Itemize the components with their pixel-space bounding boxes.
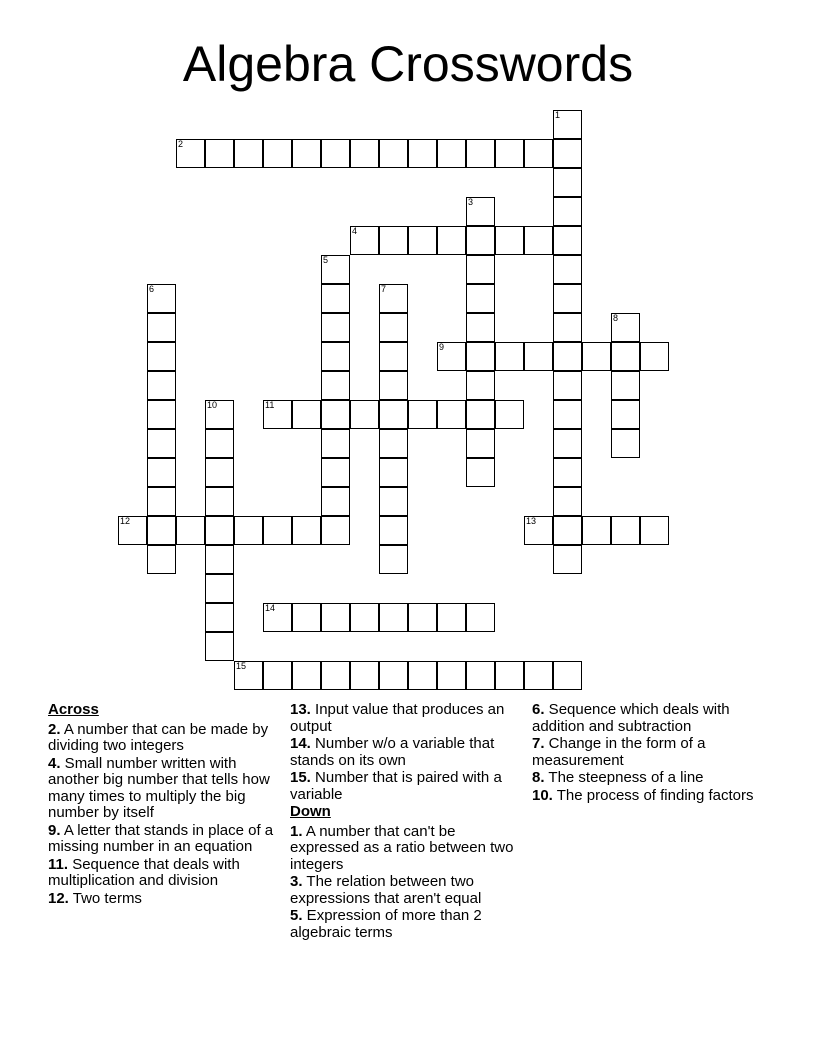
grid-cell[interactable] [408,226,437,255]
clue-item-number: 4. [48,754,61,772]
clue-item-text: Expression of more than 2 algebraic terms [290,907,482,941]
grid-cell[interactable] [176,139,205,168]
clue-number: 2 [178,139,184,149]
grid-cell[interactable] [321,429,350,458]
grid-cell[interactable] [640,516,669,545]
clue-item-text: Number w/o a variable that stands on its own [290,735,495,769]
grid-cell[interactable] [553,400,582,429]
clue-section-heading: Down [290,803,331,820]
grid-cell[interactable] [408,661,437,690]
grid-cell[interactable] [321,139,350,168]
grid-cell[interactable] [350,603,379,632]
clue-item-text: A number that can't be expressed as a ratio between two integers [290,822,514,873]
grid-cell[interactable] [553,313,582,342]
grid-cell[interactable] [147,487,176,516]
grid-cell[interactable] [466,458,495,487]
grid-cell[interactable] [466,371,495,400]
clue-item [48,756,276,822]
grid-cell[interactable] [466,226,495,255]
clue-number: 10 [207,400,218,410]
grid-cell[interactable] [524,342,553,371]
clue-item-number: 12. [48,889,69,907]
grid-cell[interactable] [147,371,176,400]
grid-cell[interactable] [408,139,437,168]
grid-cell[interactable] [466,284,495,313]
grid-cell[interactable] [205,603,234,632]
clue-item-number: 3. [290,873,303,890]
grid-cell[interactable] [379,545,408,574]
clue-item [532,702,760,735]
grid-cell[interactable] [553,458,582,487]
grid-cell[interactable] [205,574,234,603]
grid-cell[interactable] [611,313,640,342]
grid-cell[interactable] [321,458,350,487]
clue-item [48,857,276,890]
grid-cell[interactable] [205,458,234,487]
clue-number: 8 [613,313,619,323]
page-title: Algebra Crosswords [182,36,634,92]
grid-cell[interactable] [466,661,495,690]
grid-cell[interactable] [611,429,640,458]
grid-cell[interactable] [147,400,176,429]
clue-item [290,824,518,874]
clue-number: 12 [120,516,131,526]
grid-cell[interactable] [466,255,495,284]
grid-cell[interactable] [147,516,176,545]
grid-cell[interactable] [205,516,234,545]
grid-cell[interactable] [379,458,408,487]
clue-item-text: Sequence that deals with multiplication and division [48,855,240,889]
grid-cell[interactable] [553,197,582,226]
grid-cell[interactable] [553,487,582,516]
grid-cell[interactable] [466,429,495,458]
grid-cell[interactable] [553,545,582,574]
grid-cell[interactable] [321,342,350,371]
clue-item-number: 13. [290,701,311,718]
grid-cell[interactable] [292,400,321,429]
grid-cell[interactable] [553,429,582,458]
grid-cell[interactable] [176,516,205,545]
grid-cell[interactable] [553,139,582,168]
clue-item-number: 15. [290,769,311,786]
grid-cell[interactable] [205,139,234,168]
grid-cell[interactable] [205,545,234,574]
grid-cell[interactable] [147,429,176,458]
grid-cell[interactable] [147,342,176,371]
grid-cell[interactable] [553,110,582,139]
grid-cell[interactable] [379,661,408,690]
grid-cell[interactable] [437,342,466,371]
clue-item-number: 2. [48,720,61,738]
grid-cell[interactable] [321,255,350,284]
clue-item [290,736,518,769]
grid-cell[interactable] [466,313,495,342]
clue-item-text: A letter that stands in place of a missing number in an equation [48,821,274,855]
clue-item-text: Number that is paired with a variable [290,769,502,803]
grid-cell[interactable] [350,226,379,255]
clue-section-heading: Across [48,701,99,718]
grid-cell[interactable] [147,458,176,487]
clue-number: 14 [265,603,276,613]
grid-cell[interactable] [292,603,321,632]
grid-cell[interactable] [553,516,582,545]
grid-cell[interactable] [147,284,176,313]
grid-cell[interactable] [466,603,495,632]
grid-cell[interactable] [495,400,524,429]
grid-cell[interactable] [553,371,582,400]
clue-number: 11 [265,400,275,410]
grid-cell[interactable] [292,139,321,168]
clues-column-2 [290,702,518,942]
clue-item [48,722,276,755]
grid-cell[interactable] [379,139,408,168]
grid-cell[interactable] [379,342,408,371]
grid-cell[interactable] [205,400,234,429]
grid-cell[interactable] [466,400,495,429]
grid-cell[interactable] [263,139,292,168]
grid-cell[interactable] [466,139,495,168]
grid-cell[interactable] [379,313,408,342]
grid-cell[interactable] [553,226,582,255]
clue-item [290,908,518,941]
grid-cell[interactable] [379,226,408,255]
grid-cell[interactable] [524,661,553,690]
grid-cell[interactable] [437,400,466,429]
grid-cell[interactable] [524,516,553,545]
clue-number: 15 [236,661,247,671]
clue-item [290,770,518,803]
clue-item-text: A number that can be made by dividing two integers [48,720,269,754]
grid-cell[interactable] [611,342,640,371]
grid-cell[interactable] [147,545,176,574]
clue-number: 5 [323,255,329,265]
grid-cell[interactable] [437,603,466,632]
clue-item [48,823,276,856]
grid-cell[interactable] [350,400,379,429]
grid-cell[interactable] [640,342,669,371]
grid-cell[interactable] [321,371,350,400]
clue-item-text: The process of finding factors [552,786,754,804]
grid-cell[interactable] [321,661,350,690]
grid-cell[interactable] [611,400,640,429]
clue-item-number: 11. [48,855,69,873]
grid-cell[interactable] [437,139,466,168]
grid-cell[interactable] [495,342,524,371]
grid-cell[interactable] [321,313,350,342]
grid-cell[interactable] [263,603,292,632]
clue-number: 7 [381,284,387,294]
clue-number: 6 [149,284,155,294]
clue-number: 1 [555,110,561,120]
clue-item [48,891,276,908]
grid-cell[interactable] [321,487,350,516]
grid-cell[interactable] [437,661,466,690]
clue-item-text: Input value that produces an output [290,701,505,735]
grid-cell[interactable] [379,603,408,632]
grid-cell[interactable] [350,661,379,690]
clue-item-number: 6. [532,701,545,718]
grid-cell[interactable] [553,342,582,371]
grid-cell[interactable] [553,661,582,690]
grid-cell[interactable] [263,661,292,690]
grid-cell[interactable] [292,516,321,545]
clue-item-text: Sequence which deals with addition and subtraction [532,701,730,735]
grid-cell[interactable] [466,342,495,371]
grid-cell[interactable] [524,139,553,168]
grid-cell[interactable] [234,661,263,690]
clue-item [532,736,760,769]
grid-cell[interactable] [147,313,176,342]
grid-cell[interactable] [582,516,611,545]
grid-cell[interactable] [205,487,234,516]
clue-item [290,702,518,735]
grid-cell[interactable] [118,516,147,545]
grid-cell[interactable] [379,371,408,400]
grid-cell[interactable] [292,661,321,690]
clue-item-number: 7. [532,735,545,752]
clue-number: 4 [352,226,358,236]
clue-item-text: Two terms [68,889,142,907]
grid-cell[interactable] [611,371,640,400]
grid-cell[interactable] [379,284,408,313]
grid-cell[interactable] [553,284,582,313]
clues-column-3 [532,702,760,805]
grid-cell[interactable] [524,226,553,255]
clue-item [290,874,518,907]
clue-item-text: Change in the form of a measurement [532,735,706,769]
grid-cell[interactable] [234,516,263,545]
clue-item-text: The relation between two expressions that aren't equal [290,873,482,907]
grid-cell[interactable] [553,168,582,197]
grid-cell[interactable] [466,197,495,226]
clue-item-number: 8. [532,769,545,786]
grid-cell[interactable] [205,429,234,458]
grid-cell[interactable] [379,487,408,516]
clue-item-number: 5. [290,907,303,924]
grid-cell[interactable] [495,139,524,168]
clue-item-number: 10. [532,786,553,804]
clue-item [532,788,760,805]
grid-cell[interactable] [321,284,350,313]
grid-cell[interactable] [553,255,582,284]
grid-cell[interactable] [205,632,234,661]
grid-cell[interactable] [495,226,524,255]
clue-item-number: 14. [290,735,311,752]
clues-column-1 [48,702,276,908]
grid-cell[interactable] [437,226,466,255]
clue-item-number: 9. [48,821,61,839]
grid-cell[interactable] [495,661,524,690]
grid-cell[interactable] [379,400,408,429]
grid-cell[interactable] [321,603,350,632]
clue-number: 3 [468,197,474,207]
grid-cell[interactable] [379,516,408,545]
clue-item-text: Small number written with another big number that tells how many times to multiply the big number by itself [48,754,270,821]
grid-cell[interactable] [234,139,263,168]
grid-cell[interactable] [582,342,611,371]
clue-item-number: 1. [290,822,303,840]
clue-item [532,770,760,787]
grid-cell[interactable] [408,400,437,429]
clue-item-text: The steepness of a line [544,769,704,786]
grid-cell[interactable] [321,400,350,429]
grid-cell[interactable] [263,516,292,545]
grid-cell[interactable] [263,400,292,429]
grid-cell[interactable] [350,139,379,168]
grid-cell[interactable] [321,516,350,545]
clue-number: 9 [439,342,445,352]
clue-number: 13 [526,516,537,526]
grid-cell[interactable] [379,429,408,458]
grid-cell[interactable] [408,603,437,632]
grid-cell[interactable] [611,516,640,545]
